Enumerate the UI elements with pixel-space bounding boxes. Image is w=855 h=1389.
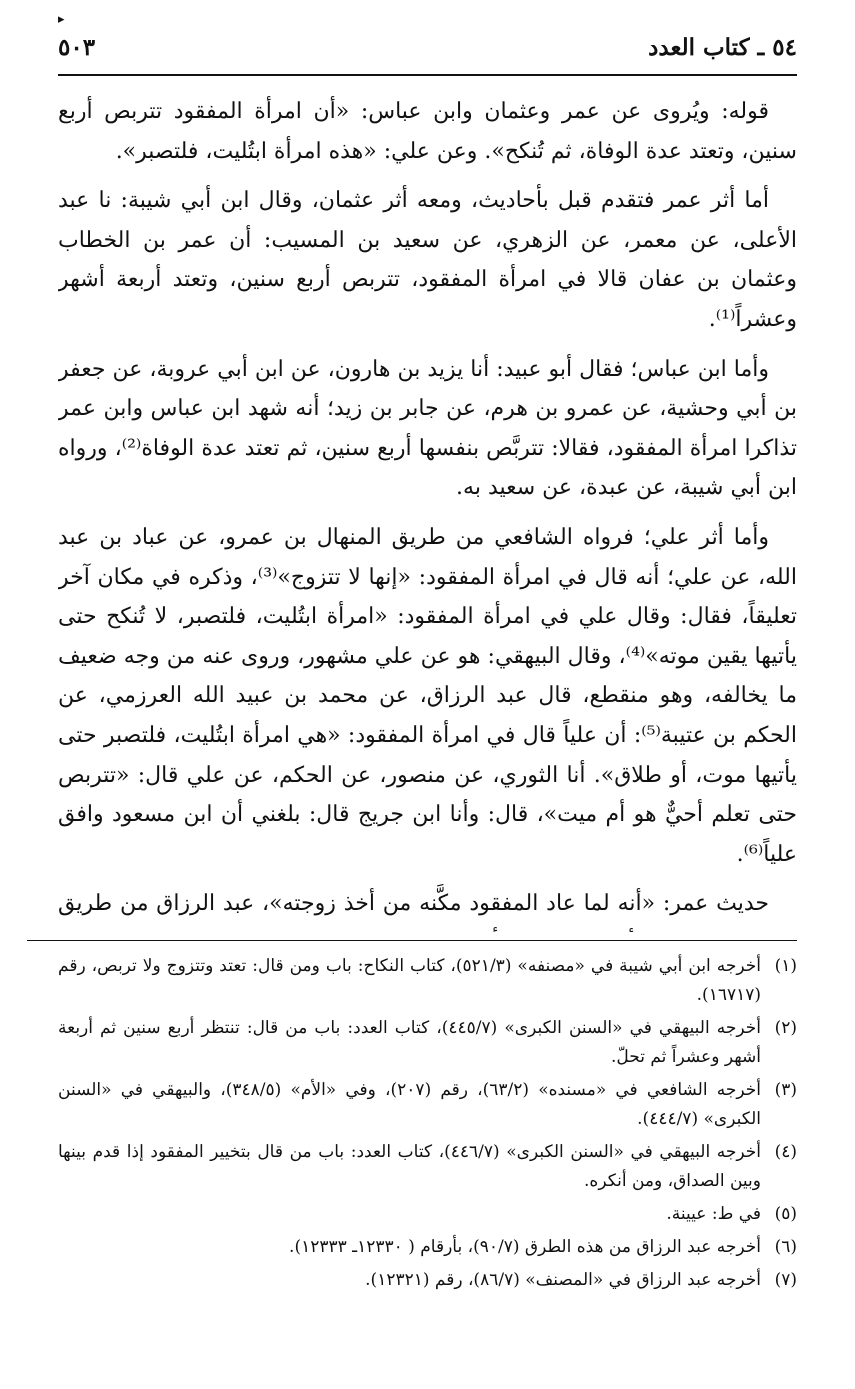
footnote-text: أخرجه عبد الرزاق في «المصنف» (٨٦/٧)، رقم (١٢٣٢١). <box>365 1270 761 1290</box>
footnote-text: أخرجه عبد الرزاق من هذه الطرق (٩٠/٧)، بأرقام ( ١٢٣٣٠ـ ١٢٣٣٣). <box>289 1237 761 1257</box>
main-text <box>58 92 797 932</box>
paragraph: قوله: ويُروى عن عمر وعثمان وابن عباس: «أن امرأة المفقود تتربص أربع سنين، وتعتد عدة الوفاة، ثم تُنكح». وعن علي: «هذه امرأة ابتُليت، فلتصبر». <box>58 99 797 164</box>
footnote <box>58 1138 797 1196</box>
footnote-number: (٢) <box>774 1018 797 1038</box>
footnote-text: أخرجه ابن أبي شيبة في «مصنفه» (٥٢١/٣)، كتاب النكاح: باب ومن قال: تعتد وتتزوج ولا تربص، رقم (١٦٧١٧). <box>58 956 761 1005</box>
page-header <box>58 34 797 76</box>
paragraph: وأما ابن عباس؛ فقال أبو عبيد: أنا يزيد بن هارون، عن ابن أبي عروبة، عن جعفر بن أبي وحشية، عن عمرو بن هرم، عن جابر بن زيد؛ أنه شهد ابن عباس وابن عمر تذاكرا امرأة المفقود، فقالا: تتربَّص بنفسها أربع سنين، ثم تعتد عدة الوفاة⁽²⁾، ورواه ابن أبي شيبة، عن عبدة، عن سعيد به. <box>58 356 797 501</box>
footnote-number: (٤) <box>774 1142 797 1162</box>
footnote-number: (٦) <box>774 1237 797 1257</box>
page-number: ٥٠٣ <box>58 34 96 61</box>
paragraph: حديث عمر: «أنه لما عاد المفقود مكَّنه من أخذ زوجته»، عبد الرزاق من طريق <box>58 891 769 917</box>
footnote <box>58 1266 797 1295</box>
running-title: ٥٤ ـ كتاب العدد <box>648 34 797 61</box>
paragraph: وأما أثر علي؛ فرواه الشافعي من طريق المنهال بن عمرو، عن عباد بن عبد الله، عن علي؛ أنه قال في امرأة المفقود: «إنها لا تتزوج»⁽³⁾، وذكره في مكان آخر تعليقاً، فقال: وقال علي في امرأة المفقود: «امرأة ابتُليت، فلتصبر، لا تُنكح حتى يأتيها يقين موته»⁽⁴⁾، وقال البيهقي: هو عن علي مشهور، وروى عنه من وجه ضعيف ما يخالفه، وهو منقطع، قال عبد الرزاق، عن محمد بن عبيد الله العرزمي، عن الحكم بن عتيبة⁽⁵⁾: أن علياً قال في امرأة المفقود: «هي امرأة ابتُليت، فلتصبر حتى يأتيها موت، أو طلاق». أنا الثوري، عن منصور، عن الحكم، عن علي قال: «تتربص حتى تعلم أحيٌّ هو أم ميت»، قال: وأنا ابن جريج قال: بلغني أن ابن مسعود وافق علياً⁽⁶⁾. <box>58 524 797 867</box>
footnotes <box>58 952 797 1352</box>
footnote-text: أخرجه البيهقي في «السنن الكبرى» (٤٤٥/٧)، كتاب العدد: باب من قال: تنتظر أربع سنين ثم أربعة أشهر وعشراً ثم تحلّ. <box>58 1018 762 1067</box>
footnote-text: في ط: عيينة. <box>666 1204 761 1224</box>
footnote-number: (٧) <box>774 1270 797 1290</box>
footnote-divider <box>27 940 797 941</box>
footnote-number: (٣) <box>774 1080 797 1100</box>
footnote <box>58 1200 797 1229</box>
footnote-number: (٥) <box>774 1204 797 1224</box>
footnote <box>58 1233 797 1262</box>
footnote-text: أخرجه الشافعي في «مسنده» (٦٣/٢)، رقم (٢٠٧)، وفي «الأم» (٣٤٨/٥)، والبيهقي في «السنن الكبرى» (٤٤٤/٧). <box>58 1080 761 1129</box>
footnote <box>58 1014 797 1072</box>
paragraph: أما أثر عمر فتقدم قبل بأحاديث، ومعه أثر عثمان، وقال ابن أبي شيبة: نا عبد الأعلى، عن معمر، عن الزهري، عن سعيد بن المسيب: أن عمر بن الخطاب وعثمان بن عفان قالا في امرأة المفقود، تتربص أربع سنين، وتعتد أربعة أشهر وعشراً⁽¹⁾. <box>58 188 797 332</box>
footnote-number: (١) <box>774 956 797 976</box>
corner-mark: ▸ <box>58 12 65 27</box>
footnote <box>58 1076 797 1134</box>
footnote <box>58 952 797 1010</box>
footnote-text: أخرجه البيهقي في «السنن الكبرى» (٤٤٦/٧)، كتاب العدد: باب من قال بتخيير المفقود إذا قدم بينها وبين الصداق، ومن أنكره. <box>58 1142 761 1191</box>
